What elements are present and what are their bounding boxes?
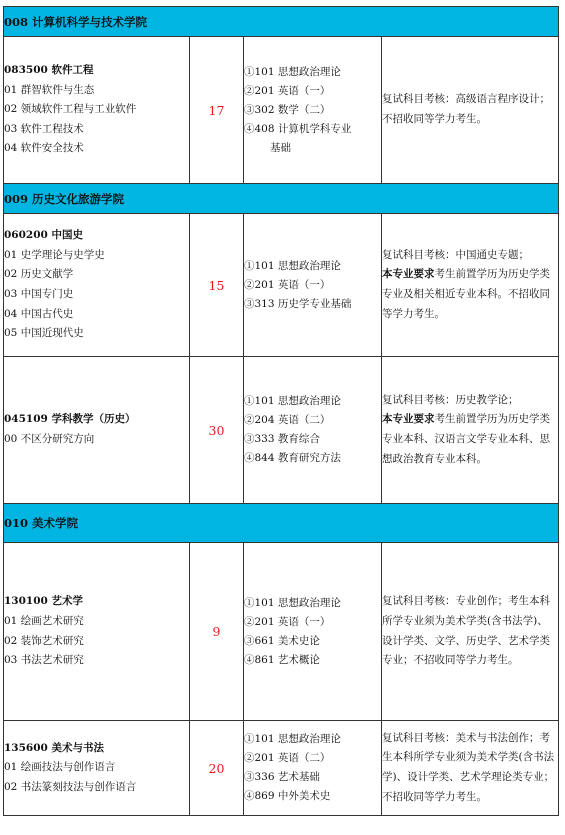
notes-cell xyxy=(382,543,559,721)
section-header-row xyxy=(4,7,559,37)
exam-subject: ④861 艺术概论 xyxy=(244,653,320,666)
notes-cell xyxy=(382,721,559,816)
direction-item: 01 绘画艺术研究 xyxy=(4,614,84,627)
note-text: 复试科目考核：历史教学论； xyxy=(382,393,519,406)
exam-subject: ③313 历史学专业基础 xyxy=(244,297,352,310)
exam-subjects xyxy=(244,543,382,721)
exam-subject-continued: 基础 xyxy=(270,141,291,154)
note-text: 复试科目考核：高级语言程序设计；不招收同等学力考生。 xyxy=(382,93,550,125)
major-code-name: 135600 美术与书法 xyxy=(4,741,104,754)
section-header: 009 历史文化旅游学院 xyxy=(4,184,559,214)
exam-subjects xyxy=(244,357,382,504)
major-cell xyxy=(4,214,190,357)
quota-count: 17 xyxy=(190,37,244,184)
major-code-name: 045109 学科教学（历史） xyxy=(4,413,136,426)
direction-item: 02 历史文献学 xyxy=(4,268,74,281)
direction-item: 00 不区分研究方向 xyxy=(4,433,95,445)
direction-item: 02 领域软件工程与工业软件 xyxy=(4,103,137,116)
table-row xyxy=(4,543,559,721)
direction-item: 03 书法艺术研究 xyxy=(4,654,84,667)
direction-item: 02 装饰艺术研究 xyxy=(4,634,84,647)
exam-subjects xyxy=(244,721,382,816)
exam-subject: ①101 思想政治理论 xyxy=(244,733,341,745)
note-text: 复试科目考核：美术与书法创作；考生本科所学专业须为美术学类(含书法学)、设计学类、艺术学理论类专业；不招收同等学力考生。 xyxy=(382,731,555,803)
exam-subject: ②201 英语（一） xyxy=(244,278,331,291)
exam-subject: ④869 中外美术史 xyxy=(244,790,331,802)
table-row xyxy=(4,357,559,504)
major-cell xyxy=(4,721,190,816)
table-row xyxy=(4,37,559,184)
note-text: 考生前置学历为历史学类专业及相关相近专业本科。不招收同等学力考生。 xyxy=(382,268,550,320)
exam-subject: ①101 思想政治理论 xyxy=(244,259,341,272)
quota-count: 30 xyxy=(190,357,244,504)
major-cell xyxy=(4,357,190,504)
exam-subjects xyxy=(244,214,382,357)
direction-item: 04 软件安全技术 xyxy=(4,142,84,155)
exam-subject: ②201 英语（二） xyxy=(244,752,331,764)
quota-count: 15 xyxy=(190,214,244,357)
exam-subject: ①101 思想政治理论 xyxy=(244,596,341,609)
exam-subject: ③336 艺术基础 xyxy=(244,771,320,783)
exam-subject: ③302 数学（二） xyxy=(244,103,331,116)
major-code-name: 130100 艺术学 xyxy=(4,595,83,608)
note-emphasis: 本专业要求 xyxy=(382,268,435,281)
table-row xyxy=(4,721,559,816)
exam-subject: ②201 英语（一） xyxy=(244,84,331,97)
exam-subject: ②204 英语（二） xyxy=(244,414,331,426)
direction-item: 02 书法篆刻技法与创作语言 xyxy=(4,780,137,793)
note-text: 复试科目考核：中国通史专题； xyxy=(382,248,529,261)
major-code-name: 083500 软件工程 xyxy=(4,64,94,77)
direction-item: 01 群智软件与生态 xyxy=(4,83,95,96)
section-header-row xyxy=(4,184,559,214)
notes-cell xyxy=(382,37,559,184)
exam-subject: ②201 英语（一） xyxy=(244,615,331,628)
quota-count: 9 xyxy=(190,543,244,721)
section-header: 010 美术学院 xyxy=(4,504,559,543)
direction-item: 03 中国专门史 xyxy=(4,288,74,300)
notes-cell xyxy=(382,357,559,504)
direction-item: 05 中国近现代史 xyxy=(4,327,84,340)
major-cell xyxy=(4,543,190,721)
note-text: 复试科目考核：专业创作；考生本科所学专业须为美术学类(含书法学)、设计学类、文学、历史学、艺术学类专业；不招收同等学力考生。 xyxy=(382,595,550,667)
major-cell xyxy=(4,37,190,184)
exam-subject: ③661 美术史论 xyxy=(244,634,320,647)
exam-subject: ④408 计算机学科专业 xyxy=(244,122,352,135)
section-header: 008 计算机科学与技术学院 xyxy=(4,7,559,37)
note-text: 考生前置学历为历史学类专业本科、汉语言文学专业本科、思想政治教育专业本科。 xyxy=(382,413,550,465)
admissions-table xyxy=(3,6,559,816)
direction-item: 04 中国古代史 xyxy=(4,307,74,320)
direction-item: 01 绘画技法与创作语言 xyxy=(4,761,116,774)
quota-count: 20 xyxy=(190,721,244,816)
exam-subject: ①101 思想政治理论 xyxy=(244,395,341,407)
direction-item: 03 软件工程技术 xyxy=(4,122,84,135)
exam-subject: ④844 教育研究方法 xyxy=(244,452,341,464)
section-header-row xyxy=(4,504,559,543)
direction-item: 01 史学理论与史学史 xyxy=(4,248,105,261)
note-emphasis: 本专业要求 xyxy=(382,413,435,426)
table-row xyxy=(4,214,559,357)
exam-subject: ①101 思想政治理论 xyxy=(244,65,341,78)
exam-subject: ③333 教育综合 xyxy=(244,433,320,445)
exam-subjects xyxy=(244,37,382,184)
major-code-name: 060200 中国史 xyxy=(4,229,83,242)
notes-cell xyxy=(382,214,559,357)
